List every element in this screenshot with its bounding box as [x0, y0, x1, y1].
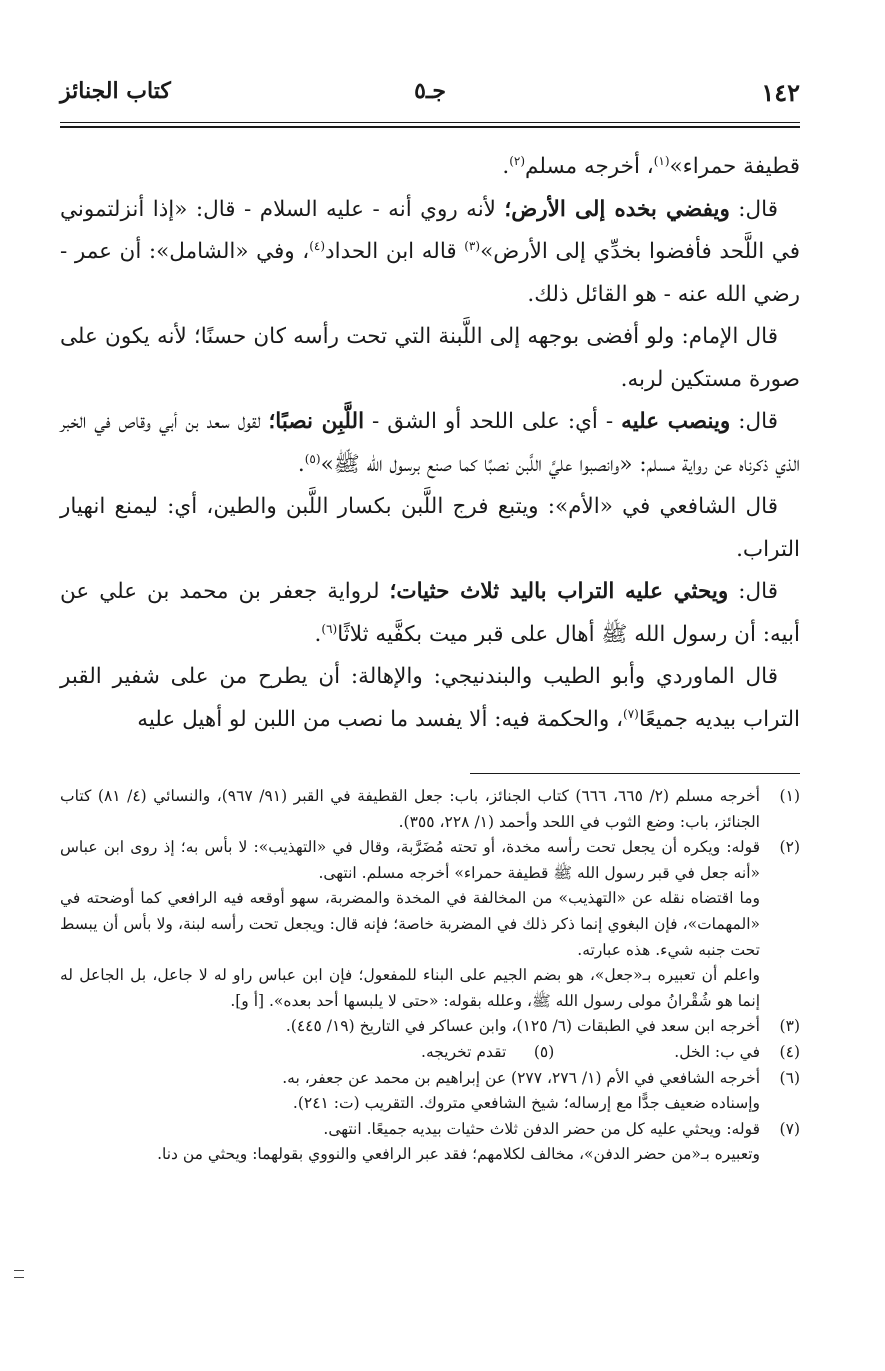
- footnote-text: أخرجه مسلم (٢/ ٦٦٥، ٦٦٦) كتاب الجنائز، باب: جعل القطيفة في القبر (٩١/ ٩٦٧)، والنسائي (٤/ ٨١) كتاب الجنائز، باب: وضع الثوب في اللحد وأحمد (١/ ٢٢٨، ٣٥٥).: [60, 787, 760, 831]
- footnote-separator: [470, 773, 800, 774]
- footnote-6-continuation: وإسناده ضعيف جدًّا مع إرساله؛ شيخ الشافعي متروك. التقريب (ت: ٢٤١).: [292, 1094, 760, 1113]
- footnote-1: [60, 784, 800, 835]
- footnote-ref[interactable]: (٦): [321, 621, 338, 636]
- running-header: [60, 78, 800, 112]
- footnote-7: [60, 1117, 800, 1143]
- matn-bold: وينصب عليه: [621, 409, 731, 434]
- paragraph-5: قال الشافعي في «الأم»: ويتبع فرج اللَّبن بكسار اللَّبن والطين، أي: ليمنع انهيار التراب.: [60, 494, 800, 562]
- volume-label: جـ٥: [414, 78, 446, 104]
- footnote-text: في ب: الخل.: [674, 1042, 760, 1061]
- footnote-number: (٧): [779, 1119, 800, 1138]
- paragraph-7: قال الماوردي وأبو الطيب والبندنيجي: والإهالة: أن يطرح من على شفير القبر التراب بيديه جميعًا$^{(٧)}$، والحكمة فيه: ألا يفسد ما نصب من اللبن لو أهيل عليه: [60, 664, 800, 732]
- footnote-number: (٤): [779, 1042, 800, 1061]
- main-text: [60, 146, 800, 741]
- footnote-text: قوله: ويكره أن يجعل تحت رأسه مخدة، أو تحته مُضَرَّبة، وقال في «التهذيب»: لا بأس به؛ إذ روى ابن عباس «أنه جعل في قبر رسول الله ﷺ قطيفة حمراء» أخرجه مسلم. انتهى.: [60, 838, 760, 882]
- footnote-text: أخرجه ابن سعد في الطبقات (٦/ ١٢٥)، وابن عساكر في التاريخ (١٩/ ٤٤٥).: [285, 1017, 760, 1036]
- paragraph-3: قال الإمام: ولو أفضى بوجهه إلى اللَّبنة التي تحت رأسه كان حسنًا؛ لأنه يكون على صورة مستكين لربه.: [60, 324, 800, 392]
- footnote-ref[interactable]: (٧): [623, 706, 639, 721]
- footnote-2: [60, 835, 800, 886]
- footnote-6: [60, 1066, 800, 1092]
- footnote-number: (٦): [779, 1068, 800, 1087]
- footnote-ref[interactable]: (١): [653, 153, 670, 168]
- footnote-4-5-row: [60, 1040, 800, 1066]
- footnote-3: [60, 1014, 800, 1040]
- footnote-number: (١): [779, 787, 800, 805]
- book-page: [60, 78, 800, 1338]
- footnote-2-continuation: واعلم أن تعبيره بـ«جعل»، هو بضم الجيم على البناء للمفعول؛ فإن ابن عباس راو له لا جاعل، بل الجاعل له إنما هو شُقْرانُ مولى رسول الله ﷺ، وعلله بقوله: «حتى لا يلبسها أحد بعده». [أ و].: [60, 966, 760, 1010]
- paragraph-4: قال: وينصب عليه - أي: على اللحد أو الشق - اللَّبِن نصبًا؛ لقول سعد بن أبي وقاص في الخبر الذي ذكرناه عن رواية مسلم: «وانصبوا عليَّ اللَّبن نصبًا كما صنع برسول الله ﷺ»$^{(٥)}$.: [60, 409, 800, 477]
- footnote-ref[interactable]: (٤): [309, 238, 326, 253]
- book-title: كتاب الجنائز: [60, 78, 171, 104]
- matn-bold: ويحثي عليه التراب باليد ثلاث حثيات؛: [389, 579, 729, 604]
- paragraph-2: قال: ويفضي بخده إلى الأرض؛ لأنه روي أنه - عليه السلام - قال: «إذا أنزلتموني في اللَّحد فأفضوا بخدِّي إلى الأرض»$^{(٣)}$ قاله ابن الحداد$^{(٤)}$، وفي «الشامل»: أن عمر - رضي الله عنه - هو القائل ذلك.: [60, 196, 800, 307]
- footnote-text: قوله: ويحثي عليه كل من حضر الدفن ثلاث حثيات بيديه جميعًا. انتهى.: [323, 1119, 760, 1138]
- paragraph-1: قطيفة حمراء»$^{(١)}$، أخرجه مسلم$^{(٢)}$.: [502, 153, 800, 179]
- footnote-2-continuation: وما اقتضاه نقله عن «التهذيب» من المخالفة في المخدة والمضربة، سهو أوقعه فيه الرافعي كما أوضحته في «المهمات»، فإن البغوي إنما ذكر ذلك في المضربة خاصة؛ فإنه قال: ويجعل تحت رأسه لبنة، ولا بأس أن يبسط تحت جنبه شيء. هذه عبارته.: [60, 889, 760, 959]
- matn-bold: ويفضي بخده إلى الأرض؛: [504, 196, 730, 222]
- footnote-number: (٣): [779, 1017, 800, 1036]
- footnote-ref[interactable]: (٣): [464, 238, 481, 253]
- page-number: ١٤٢: [761, 78, 800, 107]
- footnote-text: أخرجه الشافعي في الأم (١/ ٢٧٦، ٢٧٧) عن إبراهيم بن محمد عن جعفر، به.: [282, 1068, 760, 1087]
- footnotes: [60, 784, 800, 1168]
- footnote-7-continuation: وتعبيره بـ«من حضر الدفن»، مخالف لكلامهم؛ فقد عبر الرافعي والنووي بقولهما: ويحثي من دنا.: [157, 1145, 760, 1164]
- margin-mark: [14, 1270, 24, 1278]
- header-rule: [60, 122, 800, 128]
- footnote-ref[interactable]: (٢): [509, 153, 526, 168]
- footnote-text: تقدم تخريجه.: [421, 1042, 507, 1061]
- footnote-5: [421, 1040, 554, 1066]
- paragraph-6: قال: ويحثي عليه التراب باليد ثلاث حثيات؛ لرواية جعفر بن محمد بن علي عن أبيه: أن رسول الله ﷺ أهال على قبر ميت بكفَّيه ثلاثًا$^{(٦)}$.: [60, 579, 800, 647]
- footnote-number: (٢): [779, 838, 800, 857]
- footnote-number: (٥): [533, 1042, 555, 1061]
- footnote-ref[interactable]: (٥): [304, 451, 321, 466]
- matn-bold: اللَّبِن نصبًا؛: [268, 409, 365, 434]
